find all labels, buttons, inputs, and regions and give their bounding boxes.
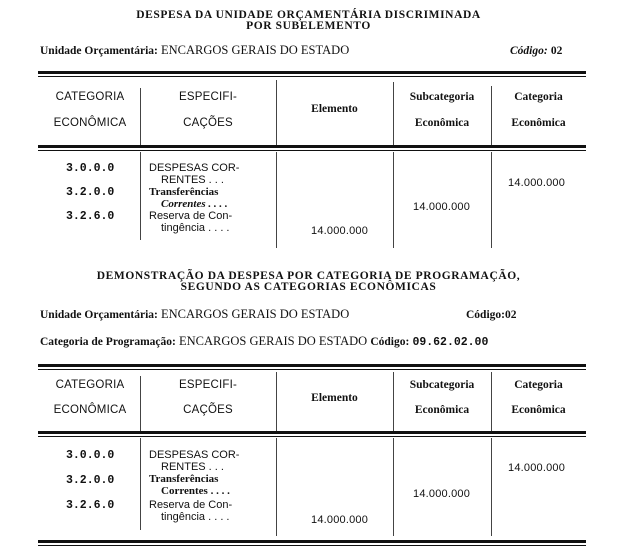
unit-label: Unidade Orçamentária: [40,45,158,57]
t2-row1-code: 3.0.0.0 [66,449,115,462]
t1-row3-desc-l1: Reserva de Con- [149,210,233,222]
table2-top-rule2 [38,369,586,370]
t1-h-col3: Elemento [311,103,358,115]
prog-label: Categoria de Programação: [40,336,176,348]
unit-label-2: Unidade Orçamentária: [40,309,158,321]
code-value: 02 [550,45,563,57]
table2-body-vline2 [276,438,277,536]
t2-row3-desc-l2: tingência . . . . [161,510,230,523]
section1-code [510,43,562,58]
code-value-2: 02 [504,309,517,321]
t2-row3-desc-l1: Reserva de Con- [149,499,233,511]
t2-row2-code: 3.2.0.0 [66,474,115,487]
t1-h-col5-l2: Econômica [511,117,566,129]
prog-value: ENCARGOS GERAIS DO ESTADO [178,334,368,348]
t2-h-col2-l1: ESPECIFI- [178,379,238,391]
t1-h-col2-l1: ESPECIFI- [178,91,238,103]
table2-body-vline4 [491,438,492,536]
t2-row2-desc [149,474,230,497]
t2-row3-code: 3.2.6.0 [66,499,115,512]
t1-row3-elemento: 14.000.000 [311,225,369,237]
table2-body-vline3 [393,438,394,536]
t1-row1-code: 3.0.0.0 [66,162,115,175]
t2-h-col2-l2: CAÇÕES [183,404,233,416]
t2-row1-desc-l1: DESPESAS COR- [149,449,240,461]
t2-row1-desc [149,450,239,473]
t1-h-col1-l1: CATEGORIA [55,91,125,103]
section1-title-line2: POR SUBELEMENTO [246,20,371,32]
prog-code-label: Código: [370,336,410,348]
t2-row1-desc-l2: RENTES . . . [161,460,224,473]
t1-h-col4-l1: Subcategoria [409,91,475,103]
t2-row1-categoria: 14.000.000 [508,462,566,474]
table1-mid-rule2 [38,150,586,151]
t2-h-col1-l1: CATEGORIA [55,379,125,391]
t1-row1-categoria: 14.000.000 [508,177,566,189]
table1-top-rule [38,71,586,74]
t1-h-col5-l1: Categoria [514,91,563,103]
section2-prog-line [40,334,488,349]
table1-body-vline2 [276,152,277,248]
table2-bottom-rule2 [38,545,586,546]
t2-h-col1-l2: ECONÔMICA [53,404,127,416]
unit-value: ENCARGOS GERAIS DO ESTADO [160,43,350,57]
section2-title-line2: SEGUNDO AS CATEGORIAS ECONÔMICAS [180,281,437,293]
t2-h-col4-l1: Subcategoria [409,379,475,391]
t1-row1-desc [149,163,239,186]
t2-row2-subcategoria: 14.000.000 [413,488,471,500]
t2-row3-desc [149,500,232,523]
section2-title-line1: DEMONSTRAÇÃO DA DESPESA POR CATEGORIA DE PROGRAMAÇÃO, [96,270,521,282]
table2-mid-rule [38,431,586,434]
t1-row2-code: 3.2.0.0 [66,186,115,199]
table1-mid-rule [38,145,586,148]
t1-row2-desc-l2: Correntes . . . . [161,197,228,210]
t2-h-col4-l2: Econômica [414,404,470,416]
table2-body-vline1 [140,438,141,530]
section1-title-line1: DESPESA DA UNIDADE ORÇAMENTÁRIA DISCRIMINADA [136,9,481,21]
t1-row2-desc-l1: Transferências [149,186,219,198]
t1-row2-subcategoria: 14.000.000 [413,201,471,213]
table2-mid-rule2 [38,436,586,437]
t1-row1-desc-l1: DESPESAS COR- [149,162,240,174]
code-label: Código: [510,45,548,57]
table1-top-rule2 [38,76,586,77]
t1-row3-desc-l2: tingência . . . . [161,221,230,234]
prog-code-value: 09.62.02.00 [412,336,489,349]
t2-h-col3: Elemento [311,392,358,404]
table1-body-vline3 [393,152,394,248]
unit-value-2: ENCARGOS GERAIS DO ESTADO [160,307,350,321]
t2-h-col5-l2: Econômica [511,404,566,416]
t1-row1-desc-l2: RENTES . . . [161,173,224,186]
t1-h-col1-l2: ECONÔMICA [53,117,127,129]
t1-row3-code: 3.2.6.0 [66,210,115,223]
t2-h-col5-l1: Categoria [514,379,563,391]
t1-row2-desc [149,187,228,210]
t2-row2-desc-l1: Transferências [149,473,219,485]
t1-h-col4-l2: Econômica [414,117,470,129]
t2-row2-desc-l2: Correntes . . . . [161,484,230,497]
table2-bottom-rule [38,540,586,543]
section2-code [466,307,516,322]
code-label-2: Código: [466,309,505,321]
t1-h-col2-l2: CAÇÕES [183,117,233,129]
t2-row3-elemento: 14.000.000 [311,514,369,526]
table1-body-vline1 [140,152,141,240]
section1-unit-line [40,43,349,58]
section2-unit-line [40,307,349,322]
table2-top-rule [38,364,586,367]
table1-body-vline4 [491,152,492,248]
t1-row3-desc [149,211,232,234]
